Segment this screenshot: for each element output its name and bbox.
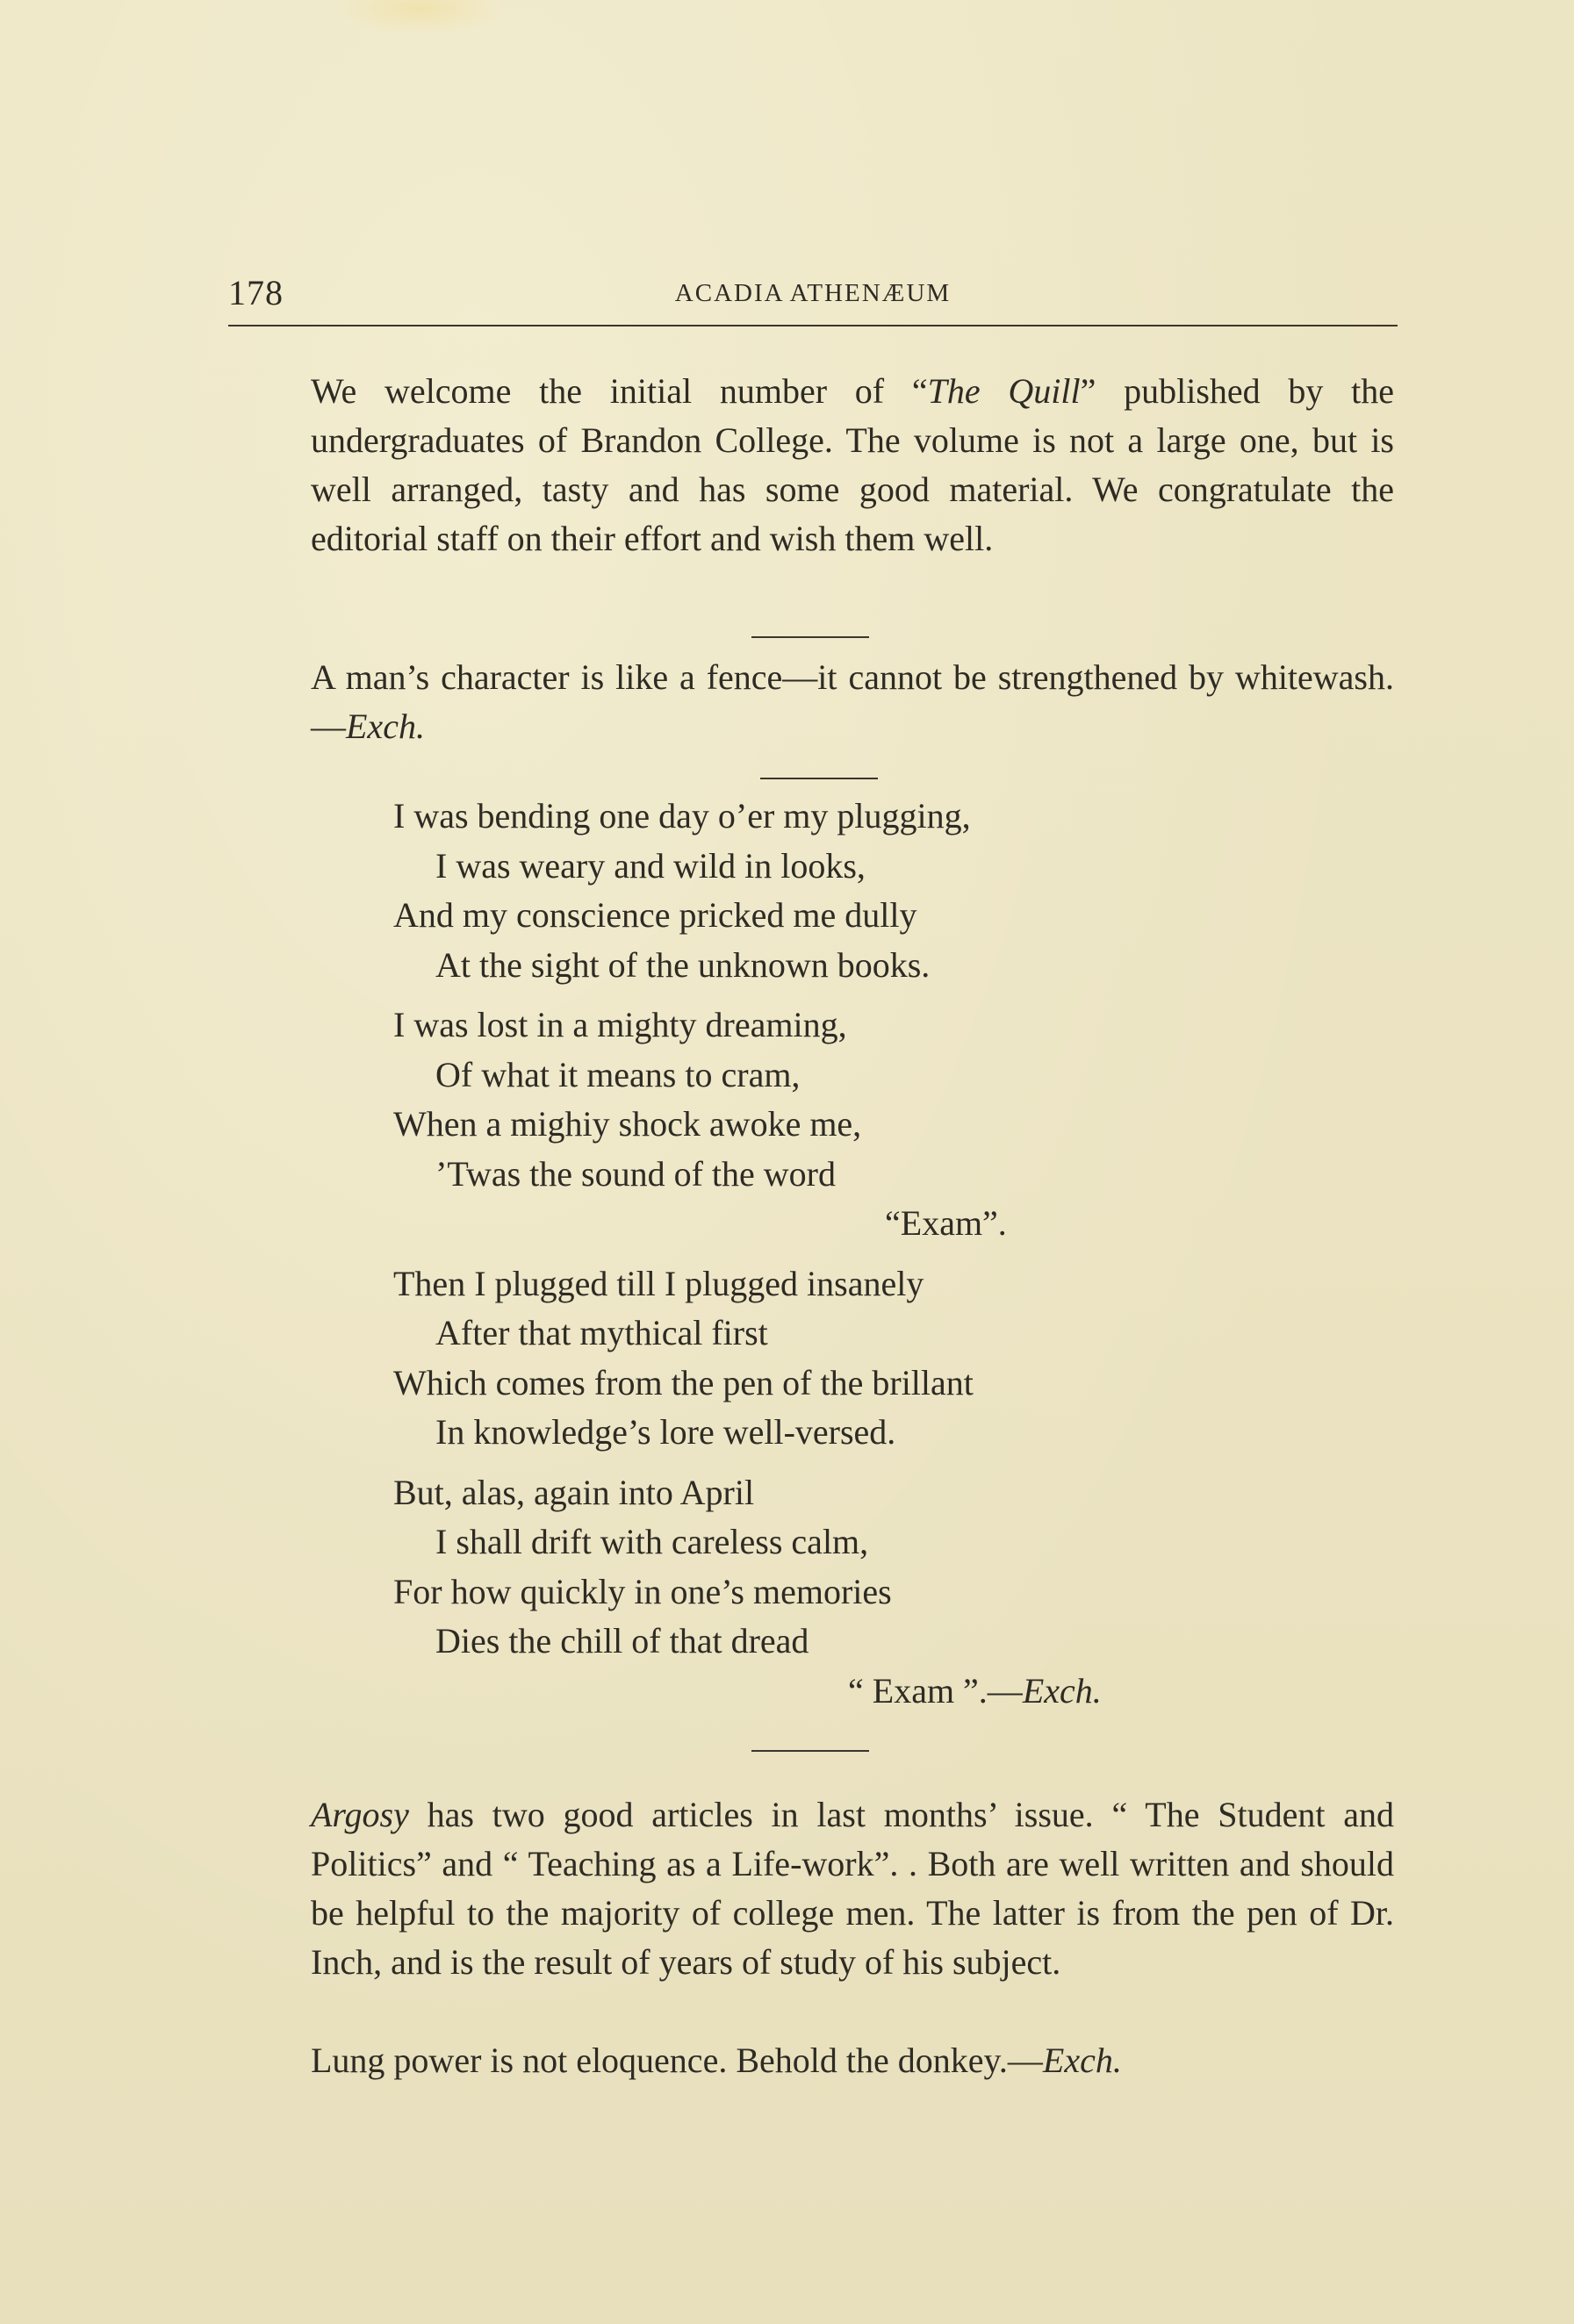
section-divider	[751, 636, 869, 638]
poem-line: I shall drift with careless calm,	[435, 1522, 869, 1561]
poem-line: In knowledge’s lore well-versed.	[435, 1412, 896, 1452]
poem-stanza-1	[393, 792, 1271, 990]
para4-source: Exch.	[1042, 2041, 1122, 2080]
poem-closing-line	[393, 1667, 1271, 1717]
poem-stanza-2	[393, 1001, 1271, 1249]
poem-line: Of what it means to cram,	[435, 1054, 801, 1094]
poem-line: Then I plugged till I plugged insanely	[393, 1263, 924, 1303]
poem-line: For how quickly in one’s memories	[393, 1571, 892, 1611]
poem-line: At the sight of the unknown books.	[435, 944, 931, 985]
para3-rest: has two good articles in last months’ issue. “ The Student and Politics” and “ Teaching as a Life-work”. . Both are well written and should be helpful to the majority of college men. The latter is from the pen of Dr. Inch, and is the result of years of study of his subject.	[311, 1795, 1394, 1982]
para1-lead: We welcome the initial number of “	[311, 371, 928, 411]
argosy-title: Argosy	[311, 1795, 409, 1834]
running-head: ACADIA ATHENÆUM	[674, 279, 952, 307]
paper-stain	[332, 0, 507, 35]
page-header	[228, 265, 1398, 326]
poem-line: When a mighiy shock awoke me,	[393, 1104, 862, 1144]
para4-text: Lung power is not eloquence. Behold the donkey.—	[311, 2041, 1043, 2080]
section-divider	[751, 1750, 869, 1752]
poem-source: Exch.	[1022, 1670, 1102, 1711]
poem	[393, 792, 1271, 1726]
para1-rest: ” published by the undergraduates of Brandon College. The volume is not a large one, but is well arranged, tasty and has some good material. We congratulate the editorial staff on their effort and wish them well.	[311, 371, 1394, 558]
page-number: 178	[228, 273, 284, 312]
poem-line: But, alas, again into April	[393, 1472, 755, 1512]
paragraph-argosy-review	[226, 1790, 1394, 1987]
paragraph-character-fence	[226, 653, 1394, 751]
poem-line: And my conscience pricked me dully	[393, 895, 917, 935]
paragraph-quill-review	[226, 367, 1394, 563]
poem-line: I was lost in a mighty dreaming,	[393, 1005, 847, 1044]
poem-line: After that mythical first	[435, 1313, 768, 1352]
poem-stanza-4	[393, 1468, 1271, 1717]
poem-line: I was weary and wild in looks,	[435, 845, 866, 886]
poem-line: I was bending one day o’er my plugging,	[393, 796, 971, 836]
poem-line: “Exam”.	[885, 1203, 1007, 1243]
poem-line: Which comes from the pen of the brillant	[393, 1362, 974, 1402]
poem-closing: “ Exam ”.—	[848, 1670, 1023, 1711]
poem-line: Dies the chill of that dread	[435, 1621, 809, 1661]
poem-stanza-3	[393, 1259, 1271, 1458]
poem-line: ’Twas the sound of the word	[435, 1153, 836, 1194]
section-divider	[760, 778, 878, 779]
para2-source: Exch.	[346, 707, 425, 746]
paragraph-lung-power	[226, 2036, 1394, 2085]
para2-text: A man’s character is like a fence—it cannot be strengthened by whitewash.—	[311, 657, 1394, 746]
quill-title: The Quill	[927, 371, 1081, 411]
header-rule	[228, 325, 1398, 326]
